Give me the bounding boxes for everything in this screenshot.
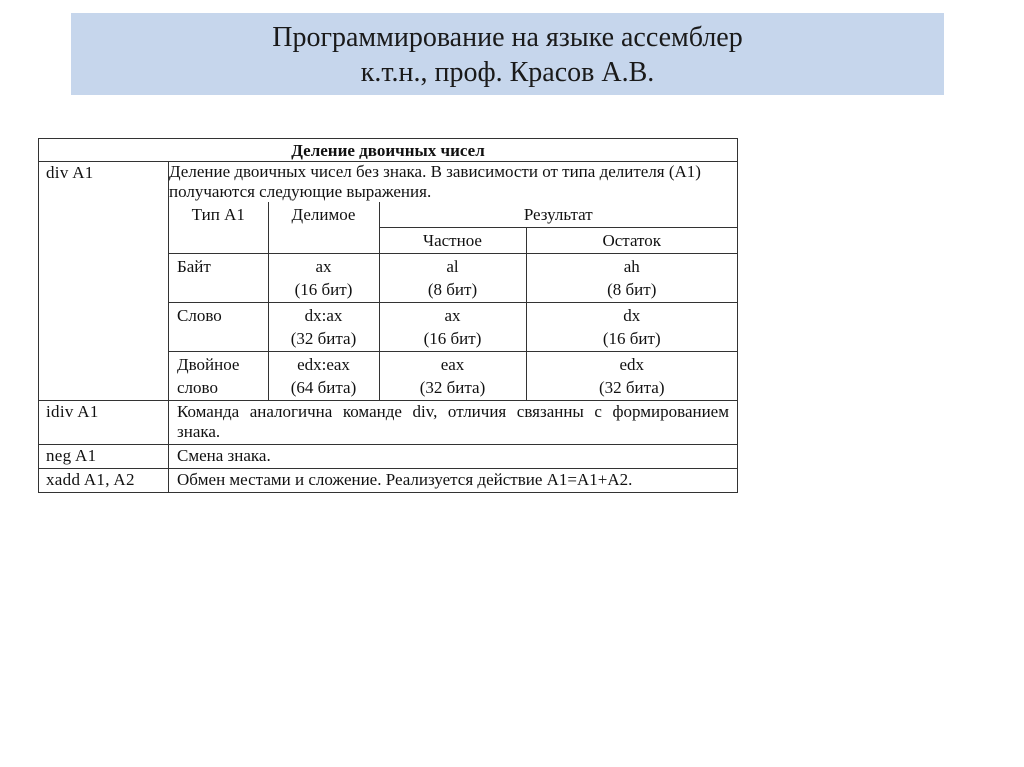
bit-size: (16 бит) xyxy=(602,329,661,348)
command-cell: idiv A1 xyxy=(39,401,169,445)
bit-size: (16 бит) xyxy=(294,280,353,299)
register: ax xyxy=(315,257,332,276)
register: ax xyxy=(444,306,461,325)
bit-size: (32 бита) xyxy=(290,329,357,348)
type-line: Двойное xyxy=(177,355,240,374)
register: al xyxy=(446,257,459,276)
header-remainder: Остаток xyxy=(526,228,737,254)
slide-title: Программирование на языке ассемблер xyxy=(272,22,743,53)
remainder-cell xyxy=(526,303,737,352)
table-row xyxy=(39,401,738,445)
dividend-cell xyxy=(268,303,379,352)
table-row xyxy=(39,445,738,469)
register: edx xyxy=(619,355,645,374)
header-quotient: Частное xyxy=(379,228,526,254)
subtable-row xyxy=(169,254,737,303)
command-cell: xadd A1, A2 xyxy=(39,469,169,493)
table-caption: Деление двоичных чисел xyxy=(39,139,738,162)
table-row xyxy=(39,469,738,493)
register: eax xyxy=(440,355,465,374)
operand-type xyxy=(169,303,268,352)
quotient-cell xyxy=(379,303,526,352)
command-cell: div A1 xyxy=(39,162,169,401)
type-line: слово xyxy=(177,378,218,397)
header-dividend: Делимое xyxy=(268,202,379,254)
description-cell: Команда аналогична команде div, отличия связанны с формированием знака. xyxy=(169,401,738,445)
slide-header xyxy=(71,13,944,95)
division-result-subtable xyxy=(169,202,737,400)
description-cell xyxy=(169,162,738,401)
quotient-cell xyxy=(379,254,526,303)
register: dx xyxy=(623,306,641,325)
command-cell: neg A1 xyxy=(39,445,169,469)
subtable-row xyxy=(169,303,737,352)
slide-author: к.т.н., проф. Красов А.В. xyxy=(360,57,655,88)
bit-size: (32 бита) xyxy=(419,378,486,397)
bit-size: (8 бит) xyxy=(607,280,657,299)
description-text: Деление двоичных чисел без знака. В зависимости от типа делителя (А1) получаются следующие выражения. xyxy=(169,162,701,201)
bit-size: (32 бита) xyxy=(598,378,665,397)
register: edx:eax xyxy=(297,355,350,374)
type-line: Байт xyxy=(177,257,211,276)
type-line: Слово xyxy=(177,306,222,325)
register: ah xyxy=(623,257,640,276)
quotient-cell xyxy=(379,352,526,401)
remainder-cell xyxy=(526,254,737,303)
description-cell: Смена знака. xyxy=(169,445,738,469)
register: dx:ax xyxy=(304,306,343,325)
bit-size: (64 бита) xyxy=(290,378,357,397)
bit-size: (16 бит) xyxy=(423,329,482,348)
division-table xyxy=(38,138,738,493)
subtable-row xyxy=(169,352,737,401)
description-cell: Обмен местами и сложение. Реализуется действие А1=А1+А2. xyxy=(169,469,738,493)
remainder-cell xyxy=(526,352,737,401)
header-result: Результат xyxy=(379,202,737,228)
header-type: Тип А1 xyxy=(169,202,268,254)
operand-type xyxy=(169,352,268,401)
operand-type xyxy=(169,254,268,303)
dividend-cell xyxy=(268,352,379,401)
table-row xyxy=(39,162,738,401)
bit-size: (8 бит) xyxy=(427,280,478,299)
dividend-cell xyxy=(268,254,379,303)
